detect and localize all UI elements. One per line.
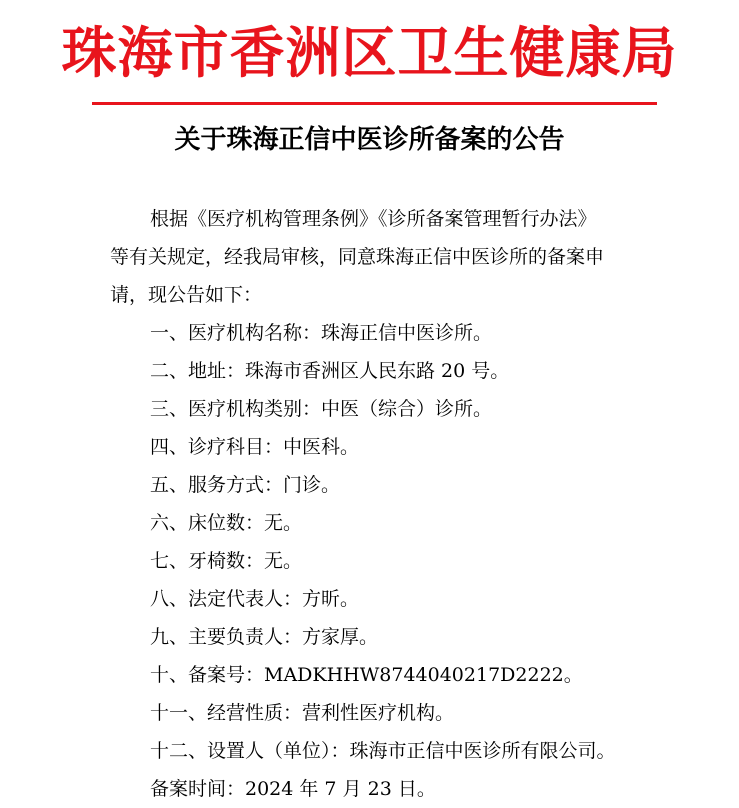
notice-item: 七、牙椅数：无。 [150, 550, 303, 572]
intro-line: 等有关规定，经我局审核，同意珠海正信中医诊所的备案申 [110, 246, 605, 268]
intro-line: 根据《医疗机构管理条例》《诊所备案管理暂行办法》 [150, 208, 597, 230]
notice-item: 十二、设置人（单位）：珠海市正信中医诊所有限公司。 [150, 740, 616, 762]
filing-date: 备案时间：2024 年 7 月 23 日。 [150, 778, 436, 800]
notice-items-list [110, 314, 640, 808]
notice-item: 十一、经营性质：营利性医疗机构。 [150, 702, 455, 724]
notice-item: 一、医疗机构名称：珠海正信中医诊所。 [150, 322, 493, 344]
issuing-authority-header: 珠海市香洲区卫生健康局 [61, 20, 678, 85]
notice-item: 九、主要负责人：方家厚。 [150, 626, 379, 648]
notice-item: 五、服务方式：门诊。 [150, 474, 341, 496]
notice-item: 三、医疗机构类别：中医（综合）诊所。 [150, 398, 493, 420]
red-header-rule [92, 102, 657, 105]
notice-title: 关于珠海正信中医诊所备案的公告 [174, 125, 565, 155]
intro-line: 请，现公告如下： [110, 284, 263, 306]
notice-item: 六、床位数：无。 [150, 512, 303, 534]
intro-paragraph [110, 200, 640, 314]
notice-item: 十、备案号：MADKHHW8744040217D2222。 [150, 664, 583, 686]
notice-item: 八、法定代表人：方昕。 [150, 588, 360, 610]
notice-item: 四、诊疗科目：中医科。 [150, 436, 360, 458]
notice-item: 二、地址：珠海市香洲区人民东路 20 号。 [150, 360, 510, 382]
